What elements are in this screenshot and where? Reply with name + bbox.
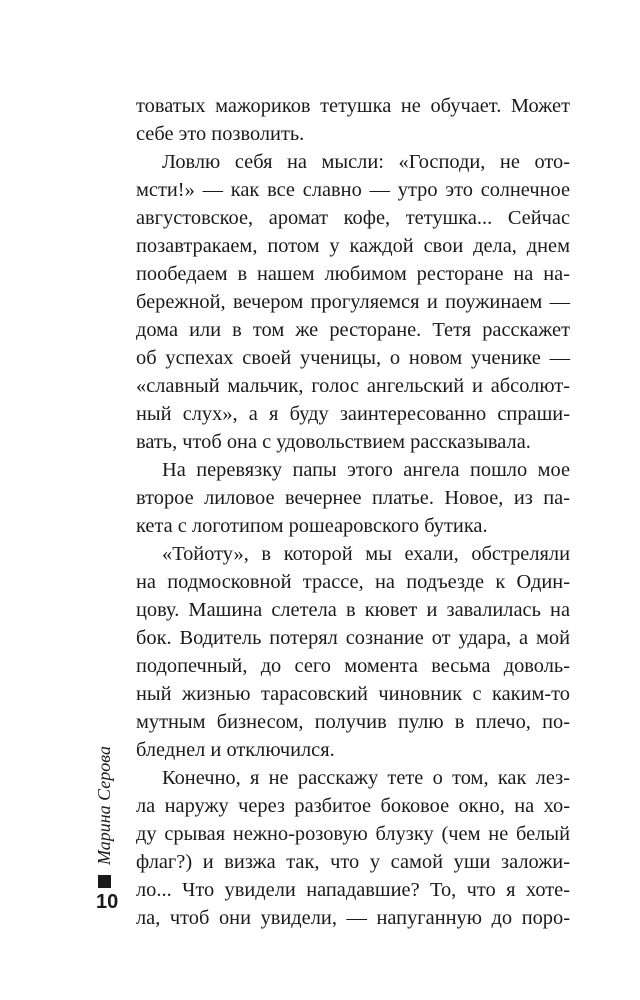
running-head bbox=[94, 746, 115, 888]
text-line: товатых мажориков тетушка не обучает. Может bbox=[136, 95, 570, 117]
page-number: 10 bbox=[96, 891, 119, 913]
text-line: мутным бизнесом, получив пулю в плечо, по- bbox=[136, 711, 570, 733]
text-line: на подмосковной трассе, на подъезде к Один- bbox=[136, 571, 570, 593]
text-line: «Тойоту», в которой мы ехали, обстреляли bbox=[162, 543, 570, 565]
text-line: подопечный, до сего момента весьма доволь- bbox=[136, 655, 570, 677]
text-line: «славный мальчик, голос ангельский и абсолют- bbox=[136, 375, 570, 397]
text-line: мсти!» — как все славно — утро это солнечное bbox=[136, 179, 570, 201]
text-line: кета с логотипом рошеаровского бутика. bbox=[136, 515, 488, 537]
text-line: Конечно, я не расскажу тете о том, как лез- bbox=[162, 767, 570, 789]
text-line: дома или в том же ресторане. Тетя расскажет bbox=[136, 319, 570, 341]
text-line: ло... Что увидели нападавшие? То, что я хоте- bbox=[136, 879, 570, 901]
text-line: об успехах своей ученицы, о новом ученике — bbox=[136, 347, 570, 369]
text-line: цову. Машина слетела в кювет и завалилась на bbox=[136, 599, 570, 621]
text-line: бок. Водитель потерял сознание от удара, а мой bbox=[136, 627, 570, 649]
text-line: На перевязку папы этого ангела пошло мое bbox=[162, 459, 570, 481]
text-line: вать, чтоб она с удовольствием рассказывала. bbox=[136, 431, 531, 453]
text-line: ла наружу через разбитое боковое окно, на хо- bbox=[136, 795, 570, 817]
text-line: августовское, аромат кофе, тетушка... Сейчас bbox=[136, 207, 570, 229]
text-line: флаг?) и визжа так, что у самой уши заложи- bbox=[136, 851, 570, 873]
text-line: Ловлю себя на мысли: «Господи, не ото- bbox=[162, 151, 570, 173]
text-line: пообедаем в нашем любимом ресторане на на- bbox=[136, 263, 570, 285]
text-line: бледнел и отключился. bbox=[136, 739, 335, 761]
author-name: Марина Серова bbox=[94, 746, 114, 865]
text-line: бережной, вечером прогуляемся и поужинаем — bbox=[136, 291, 570, 313]
text-line: ный жизнью тарасовский чиновник с каким-то bbox=[136, 683, 570, 705]
text-line: себе это позволить. bbox=[136, 123, 305, 145]
text-line: ный слух», а я буду заинтересованно спраши- bbox=[136, 403, 570, 425]
text-line: позавтракаем, потом у каждой свои дела, днем bbox=[136, 235, 570, 257]
text-line: ду срывая нежно-розовую блузку (чем не белый bbox=[136, 823, 570, 845]
text-line: второе лиловое вечернее платье. Новое, из па- bbox=[136, 487, 570, 509]
text-line: ла, чтоб они увидели, — напуганную до поро- bbox=[136, 907, 570, 929]
square-marker-icon bbox=[98, 875, 111, 888]
